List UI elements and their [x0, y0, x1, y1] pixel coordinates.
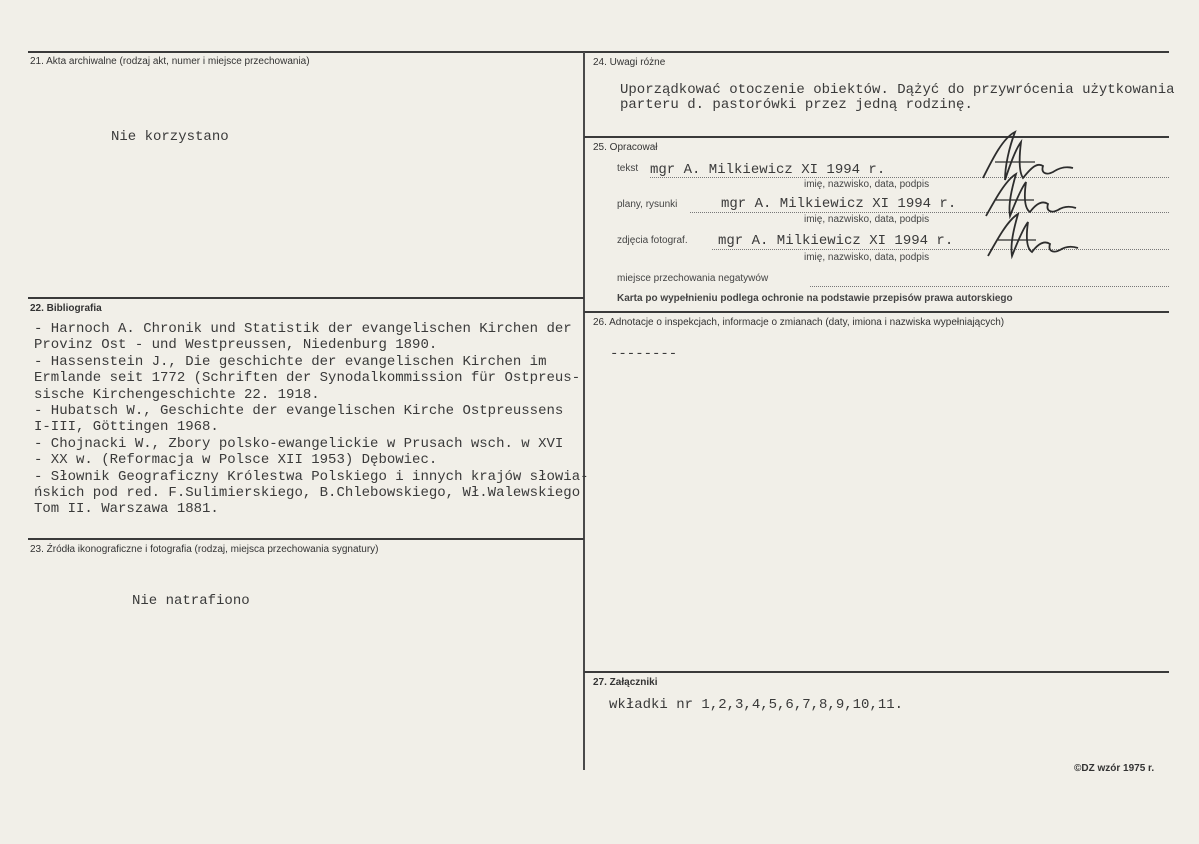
zdjecia-label: zdjęcia fotograf.: [617, 235, 688, 246]
section-24-label: 24. Uwagi różne: [593, 57, 666, 68]
top-rule: [28, 51, 1169, 53]
section-23-value: Nie natrafiono: [132, 593, 250, 609]
zdjecia-dotted-line: [712, 249, 1169, 250]
section-23-label: 23. Źródła ikonograficzne i fotografia (rodzaj, miejsca przechowania sygnatury): [30, 544, 379, 555]
bibliography-line: - Harnoch A. Chronik und Statistik der evangelischen Kirchen der: [34, 321, 572, 337]
bibliography-line: sische Kirchengeschichte 22. 1918.: [34, 386, 320, 403]
tekst-label: tekst: [617, 163, 639, 174]
section-26-rule: [584, 311, 1169, 313]
bibliography-line: - Słownik Geograficzny Królestwa Polskiego i innych krajów słowia-: [34, 468, 589, 485]
section-22-label: 22. Bibliografia: [30, 303, 102, 314]
section-22-rule: [28, 297, 584, 299]
negatywy-label: miejsce przechowania negatywów: [617, 273, 769, 284]
bibliography-line: Provinz Ost - und Westpreussen, Niedenburg 1890.: [34, 337, 438, 354]
section-21-value: Nie korzystano: [111, 129, 229, 145]
plany-dotted-line: [690, 212, 1169, 213]
section-27-label: 27. Załączniki: [593, 677, 658, 688]
bibliography-line: Tom II. Warszawa 1881.: [34, 501, 219, 518]
section-26-label: 26. Adnotacje o inspekcjach, informacje o zmianach (daty, imiona i nazwiska wypełniających): [593, 317, 1005, 328]
tekst-dotted-line: [650, 177, 1169, 178]
bibliography-line: - XX w. (Reformacja w Polsce XII 1953) Dębowiec.: [34, 452, 438, 469]
bibliography-line: I-III, Göttingen 1968.: [34, 419, 219, 436]
zdjecia-value: mgr A. Milkiewicz XI 1994 r.: [718, 233, 954, 249]
copyright-note: Karta po wypełnieniu podlega ochronie na podstawie przepisów prawa autorskiego: [617, 293, 1013, 304]
section-27-rule: [584, 671, 1169, 673]
tekst-hint: imię, nazwisko, data, podpis: [804, 179, 930, 190]
zdjecia-hint: imię, nazwisko, data, podpis: [804, 252, 930, 263]
negatywy-dotted-line: [810, 286, 1169, 287]
bibliography-list: [34, 321, 589, 518]
section-24-line-1: Uporządkować otoczenie obiektów. Dążyć do przywrócenia użytkowania: [620, 82, 1175, 98]
signature-zdjecia: [980, 210, 1090, 262]
tekst-value: mgr A. Milkiewicz XI 1994 r.: [650, 162, 886, 178]
bibliography-line: Ermlande seit 1772 (Schriften der Synodalkommission für Ostpreus-: [34, 370, 581, 387]
section-24-line-2: parteru d. pastorówki przez jedną rodzinę.: [620, 97, 973, 113]
section-25-label: 25. Opracował: [593, 142, 658, 153]
bibliography-line: ńskich pod red. F.Sulimierskiego, B.Chlebowskiego, Wł.Walewskiego: [34, 485, 581, 502]
section-21-label: 21. Akta archiwalne (rodzaj akt, numer i miejsce przechowania): [30, 56, 310, 67]
section-27-value: wkładki nr 1,2,3,4,5,6,7,8,9,10,11.: [609, 697, 904, 713]
bibliography-line: - Chojnacki W., Zbory polsko-ewangelickie w Prusach wsch. w XVI: [34, 435, 564, 452]
plany-label: plany, rysunki: [617, 199, 678, 210]
plany-hint: imię, nazwisko, data, podpis: [804, 214, 930, 225]
bibliography-line: - Hassenstein J., Die geschichte der evangelischen Kirchen im: [34, 353, 547, 370]
plany-value: mgr A. Milkiewicz XI 1994 r.: [721, 196, 957, 212]
form-footer: ©DZ wzór 1975 r.: [1074, 763, 1155, 774]
section-23-rule: [28, 538, 584, 540]
bibliography-line: - Hubatsch W., Geschichte der evangelischen Kirche Ostpreussens: [34, 403, 564, 420]
section-26-value: --------: [610, 346, 678, 362]
